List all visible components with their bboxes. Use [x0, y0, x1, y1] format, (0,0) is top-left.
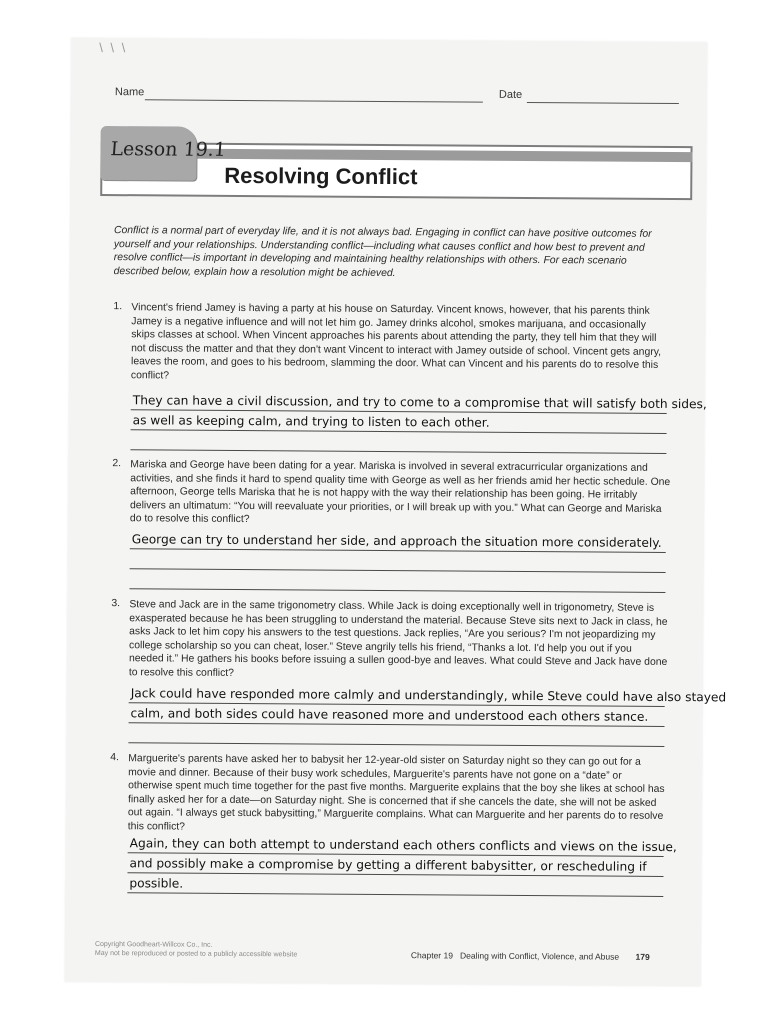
copyright-line: May not be reproduced or posted to a publicly accessible website [94, 949, 298, 959]
copyright-notice [95, 940, 297, 959]
answer-line[interactable] [130, 568, 666, 573]
answer-text: and possibly make a compromise by getting a different babysitter, or rescheduling if [129, 856, 647, 874]
answer-line[interactable] [128, 742, 664, 747]
answer-text: possible. [129, 876, 184, 891]
chapter-label: Chapter 19 [410, 950, 454, 961]
answer-text: Jack could have responded more calmly and understandingly, while Steve could have also stayed [130, 686, 727, 705]
page-title: Resolving Conflict [224, 162, 418, 190]
question-3 [111, 598, 727, 724]
date-label: Date [498, 88, 523, 101]
chapter-title: Dealing with Conflict, Violence, and Abuse [460, 950, 620, 962]
question-2 [112, 458, 672, 550]
lesson-number: Lesson 19.1 [109, 138, 227, 161]
page-footer [411, 950, 650, 962]
name-field[interactable] [145, 99, 483, 102]
answer-text: George can try to understand her side, and approach the situation more considerately. [131, 532, 662, 550]
question-text: Steve and Jack are in the same trigonometry class. While Jack is doing exceptionally well in trigonometry, Steve is exasperated because he has been struggling to understand the material. Because Steve sits next to Jack in class, he asks Jack to let him copy his answers to the test questions. Jack replies, “Are you serious? I'm not jeopardizing my college scholarship so you can cheat, loser.” Steve angrily tells his friend, “Thanks a lot. I'd help you out if you needed it.” He gathers his books before issuing a sullen good-bye and leaves. What could Steve and Jack have done to resolve this conflict? [128, 599, 668, 679]
question-number: 2. [112, 458, 122, 470]
question-number: 1. [113, 301, 123, 313]
worksheet-page [65, 38, 727, 986]
answer-line[interactable] [127, 892, 663, 897]
answer-line[interactable] [131, 429, 667, 434]
answer-line[interactable] [130, 449, 666, 454]
question-1 [113, 301, 707, 430]
answer-text: calm, and both sides could have reasoned more and understood each others stance. [130, 706, 649, 724]
question-text: Marguerite's parents have asked her to babysit her 12-year-old sister on Saturday night so they can go out for a movie and dinner. Because of their busy work schedules, Marguerite's parents have not gone on a “date” or otherwise spent much time together for the past five months. Marguerite explains that the boy she likes at school has finally asked her for a date—on Saturday night. She is concerned that if she cancels the date, she will not be asked out again. “I always get stuck babysitting,” Marguerite complains. What can Marguerite and her parents do to resolve this conflict? [127, 753, 665, 833]
question-number: 4. [110, 752, 119, 764]
question-text: Mariska and George have been dating for a year. Mariska is involved in several extracurricular organizations and activities, and she finds it hard to spend quality time with George as well as her friends amid her hectic schedule. One afternoon, George tells Mariska that he is not happy with the way their relationship has been going. He irritably delivers an ultimatum: “You will reevaluate your priorities, or I will break up with you.” What can George and Mariska do to resolve this conflict? [129, 459, 671, 526]
answer-text: They can have a civil discussion, and try to come to a compromise that will satisfy both sides, [132, 393, 707, 412]
instructions-text: Conflict is a normal part of everyday life, and it is not always bad. Engaging in conflict can have positive outcomes for yourself and your relationships. Understanding conflict—including what causes conflict and how best to prevent and resolve conflict—is important in developing and maintaining healthy relationships with others. For each scenario described below, explain how a resolution might be achieved. [113, 225, 652, 279]
question-4 [110, 752, 677, 891]
name-label: Name [114, 86, 145, 99]
answer-text: Again, they can both attempt to understand each others conflicts and views on the issue, [129, 836, 677, 855]
scan-marks: \ \ \ [99, 39, 128, 56]
question-number: 3. [111, 598, 121, 610]
date-field[interactable] [527, 102, 679, 104]
copyright-line: Copyright Goodheart-Willcox Co., Inc. [94, 940, 213, 949]
page-number: 179 [635, 951, 650, 962]
answer-text: as well as keeping calm, and trying to listen to each other. [132, 413, 490, 430]
answer-line[interactable] [129, 588, 665, 593]
question-text: Vincent's friend Jamey is having a party at his house on Saturday. Vincent knows, however, that his parents think Jamey is a negative influence and will not let him go. Jamey drinks alcohol, smokes marijuana, and occasionally skips classes at school. When Vincent approaches his parents about attending the party, they tell him that they will not discuss the matter and that they don't want Vincent to interact with Jamey outside of school. Vincent gets angry, leaves the room, and goes to his bedroom, slamming the door. What can Vincent and his parents do to resolve this conflict? [130, 302, 662, 382]
